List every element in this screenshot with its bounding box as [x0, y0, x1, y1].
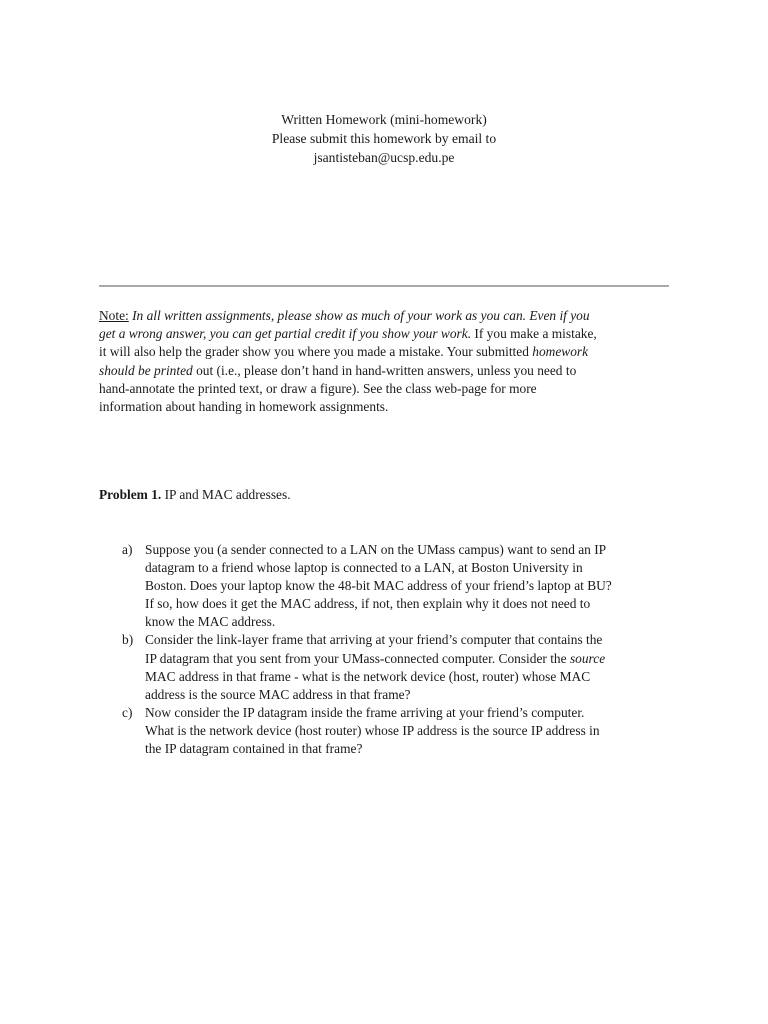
- note-text: it will also help the grader show you where you made a mistake. Your submitted: [99, 344, 533, 360]
- note-text: If you make a mistake,: [471, 326, 597, 342]
- problem-heading: [99, 486, 291, 504]
- problem-title: IP and MAC addresses.: [161, 487, 291, 502]
- item-text: the IP datagram contained in that frame?: [145, 741, 363, 757]
- problem-items: [0, 541, 768, 758]
- list-item-c: [0, 704, 768, 758]
- note-italic-intro: In all written assignments, please show as much of your work as you can. Even if you: [128, 308, 590, 323]
- item-text: datagram to a friend whose laptop is connected to a LAN, at Boston University in: [145, 560, 583, 576]
- note-italic-homework: homework: [532, 344, 589, 360]
- item-text: What is the network device (host router) whose IP address is the source IP address in: [145, 722, 600, 738]
- item-text: Now consider the IP datagram inside the frame arriving at your friend’s computer.: [145, 704, 585, 720]
- note-text: out (i.e., please don’t hand in hand-written answers, unless you need to: [192, 362, 577, 378]
- horizontal-rule: [99, 285, 669, 287]
- item-text: MAC address in that frame - what is the network device (host, router) whose MAC: [145, 668, 591, 684]
- note-italic-intro-cont: get a wrong answer, you can get partial credit if you show your work.: [99, 326, 472, 342]
- note-text: information about handing in homework assignments.: [99, 399, 389, 415]
- problem-label: Problem 1.: [99, 487, 162, 502]
- item-text: Boston. Does your laptop know the 48-bit MAC address of your friend’s laptop at BU?: [145, 578, 612, 594]
- item-marker: c): [122, 704, 133, 720]
- note-text: hand-annotate the printed text, or draw a figure). See the class web-page for more: [99, 380, 537, 396]
- list-item-a: [0, 541, 768, 631]
- list-item-b: [0, 631, 768, 703]
- item-text: IP datagram that you sent from your UMass-connected computer. Consider the: [145, 650, 570, 666]
- header-instruction: Please submit this homework by email to: [271, 131, 497, 146]
- item-text: Consider the link-layer frame that arriving at your friend’s computer that contains the: [145, 632, 603, 648]
- homework-header: [0, 110, 768, 167]
- note-italic-printed: should be printed: [99, 362, 193, 378]
- header-email: jsantisteban@ucsp.edu.pe: [313, 150, 455, 165]
- note-paragraph: [99, 307, 679, 416]
- item-text: Suppose you (a sender connected to a LAN on the UMass campus) want to send an IP: [145, 542, 607, 557]
- item-marker: a): [122, 542, 133, 557]
- header-title: Written Homework (mini-homework): [281, 112, 487, 127]
- item-text: If so, how does it get the MAC address, if not, then explain why it does not need to: [145, 596, 591, 612]
- item-text: address is the source MAC address in that frame?: [145, 686, 411, 702]
- item-marker: b): [122, 632, 134, 648]
- item-text: know the MAC address.: [145, 614, 276, 630]
- note-label: Note:: [99, 308, 129, 323]
- item-italic-source: source: [569, 650, 606, 666]
